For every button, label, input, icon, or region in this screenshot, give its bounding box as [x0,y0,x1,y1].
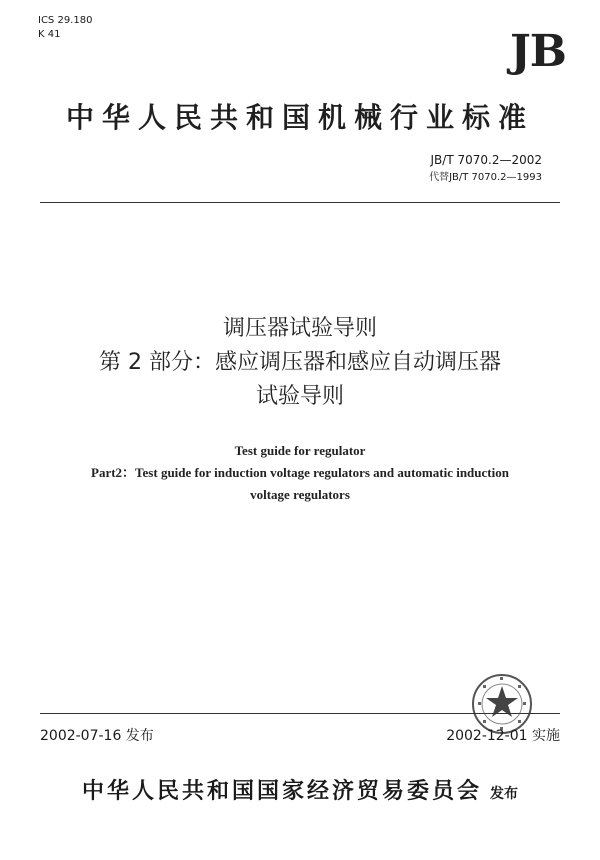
industry-standard-title: 中华人民共和国机械行业标准 [65,101,534,134]
ics-code: ICS 29.180 [38,15,93,26]
publisher-org: 中华人民共和国国家经济贸易委员会 [81,779,482,804]
en-title-line1: Test guide for regulator [234,443,366,458]
en-title-line2: Part2：Test guide for induction voltage regulators and automatic induction [91,465,509,480]
standard-number: JB/T 7070.2—2002 [430,153,542,167]
top-divider [40,202,560,203]
cn-title-line2: 第 2 部分：感应调压器和感应自动调压器 [99,350,501,375]
issue-date: 2002-07-16 发布 [40,728,154,744]
class-code: K 41 [38,29,61,40]
publisher-line [0,774,600,805]
chinese-title [0,312,600,414]
implementation-date: 2002-12-01 实施 [446,728,560,744]
jb-logo: JB [509,26,566,77]
standard-number-block [429,152,542,186]
cn-title-line1: 调压器试验导则 [222,316,377,341]
cn-title-line3: 试验导则 [255,384,344,409]
replaces-standard: 代替JB/T 7070.2—1993 [429,172,542,183]
publisher-suffix: 发布 [490,786,518,802]
classification-codes [38,14,92,42]
bottom-divider [40,713,560,714]
en-title-line3: voltage regulators [250,487,350,502]
english-title [0,440,600,506]
